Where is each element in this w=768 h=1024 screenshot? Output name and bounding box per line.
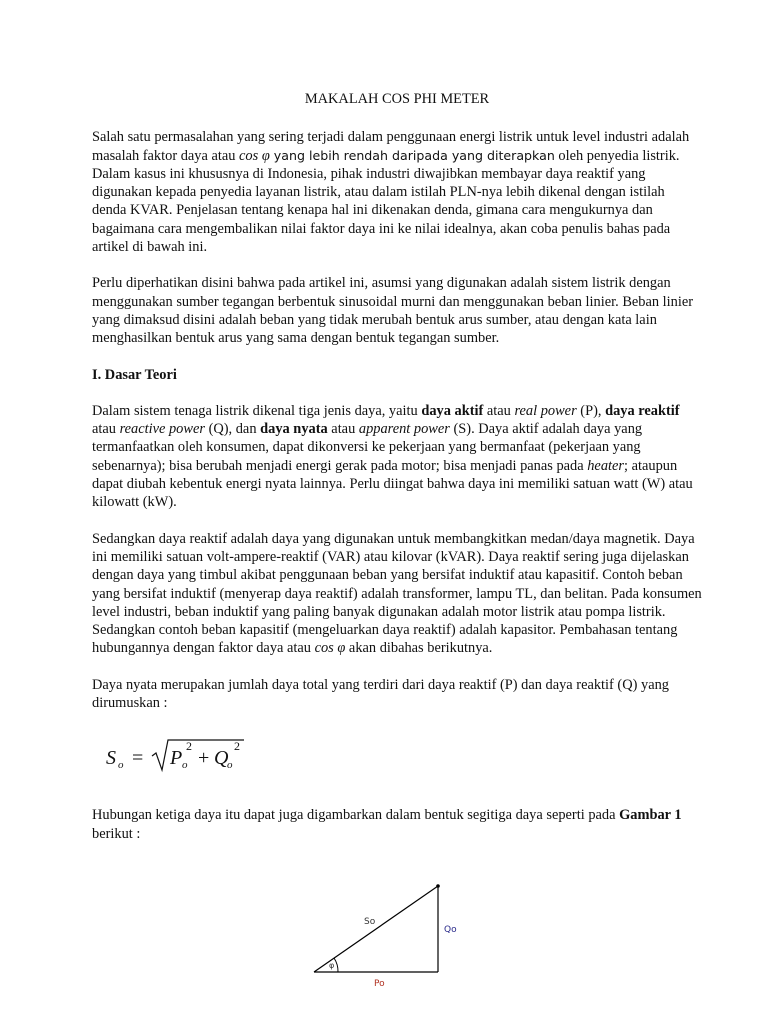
paragraph-reactive-power [92,530,702,658]
formula-s-sub: o [118,759,124,772]
formula-equals: = [132,747,144,770]
cos-phi-term: cos φ [314,640,346,657]
paragraph-apparent-power: Daya nyata merupakan jumlah daya total yang terdiri dari daya reaktif (P) dan daya reaktif (Q) yang dirumuskan : [92,676,669,712]
formula-q: Q [214,747,229,770]
text-run: atau [483,402,515,419]
term-daya-aktif: daya aktif [421,402,484,419]
figure-reference: Gambar 1 [619,807,682,824]
text-run: ; ataupun dapat diubah kebentuk energi nyata lainnya. Perlu diingat bahwa daya ini memiliki satuan watt (W) atau kilowatt (kW). [92,457,693,511]
text-run: (S). Daya aktif adalah daya yang termanfaatkan oleh konsumen, dapat dikonversi ke pekerjaan yang bermanfaat (pekerjaan yang sebenarnya); bisa berubah menjadi energi gerak pada motor; bisa menjadi panas pada [92,421,643,474]
formula-p: P [170,747,183,770]
angle-label: φ [329,961,335,970]
formula-p-sup: 2 [186,739,192,754]
document-content [92,90,702,861]
label-so: So [364,917,376,927]
paragraph-power-types [92,402,702,512]
text-run: oleh penyedia listrik. Dalam kasus ini khususnya di Indonesia, pihak industri diwajibkan membayar daya reaktif yang digunakan kepada penyedia layanan listrik, atau dalam istilah PLN-nya lebih dikenal dengan istilah denda KVAR. Penjelasan tentang kenapa hal ini dikenakan denda, gimana cara mengukurnya dan bagaimana cara mengembalikan nilai faktor daya ini ke nilai idealnya, akan coba penulis bahas pada artikel di bawah ini. [92,147,680,256]
term-heater: heater [587,457,624,474]
text-run: (Q), dan [204,421,261,438]
text-run: Dalam sistem tenaga listrik dikenal tiga jenis daya, yaitu [92,402,422,419]
term-daya-nyata: daya nyata [260,421,328,438]
text-run: atau [92,421,120,438]
text-run: berikut : [92,825,141,842]
cos-phi-term: cos φ [239,147,270,164]
term-daya-reaktif: daya reaktif [605,402,680,419]
term-real-power: real power [514,402,577,419]
page-title: MAKALAH COS PHI METER [304,91,490,107]
formula-plus: + [198,747,210,770]
label-qo: Qo [444,925,457,935]
figure-power-triangle [300,876,480,1001]
formula-apparent-power [106,734,702,778]
text-run: akan dibahas berikutnya. [345,640,493,657]
formula-svg [106,734,266,778]
formula-q-sup: 2 [234,739,240,754]
text-run: Salah satu permasalahan yang sering terjadi dalam penggunaan energi listrik untuk level industri adalah masalah faktor daya atau [92,129,690,164]
vertex-dot [436,884,440,888]
angle-arc [334,958,338,972]
label-po: Po [374,979,385,989]
paragraph-intro [92,128,702,256]
paragraph-power-triangle [92,806,702,843]
formula-s: S [106,747,116,770]
term-apparent-power: apparent power [358,421,450,438]
formula-q-sub: o [227,759,233,772]
term-reactive-power: reactive power [119,421,205,438]
text-run: Hubungan ketiga daya itu dapat juga digambarkan dalam bentuk segitiga daya seperti pada [92,807,620,824]
text-run: atau [327,421,359,438]
hypotenuse-so [314,886,438,972]
text-run-alt-font: yang lebih rendah daripada yang diterapkan [269,147,555,163]
text-run: (P), [576,402,606,419]
text-run: Sedangkan daya reaktif adalah daya yang digunakan untuk membangkitkan medan/daya magnetik. Daya ini memiliki satuan volt-ampere-reaktif (VAR) atau kilovar (kVAR). Daya reaktif sering juga dijelaskan dengan daya yang timbul akibat penggunaan beban yang bersifat induktif atau kapasitif. Contoh beban yang bersifat induktif (menyerap daya reaktif) adalah transformer, lampu TL, dan belitan. Pada konsumen level industri, beban induktif yang paling banyak digunakan adalah motor listrik atau pompa listrik. Sedangkan contoh beban kapasitif (mengeluarkan daya reaktif) adalah kapasitor. Pembahasan tentang hubungannya dengan faktor daya atau [92,530,702,657]
power-triangle-svg [300,876,480,996]
section-heading-dasar-teori: I. Dasar Teori [92,366,177,383]
paragraph-assumption: Perlu diperhatikan disini bahwa pada artikel ini, asumsi yang digunakan adalah sistem listrik dengan menggunakan sumber tegangan berbentuk sinusoidal murni dan menggunakan beban linier. Beban linier yang dimaksud disini adalah beban yang tidak merubah bentuk arus sumber, atau dengan kata lain menghasilkan bentuk arus yang sama dengan bentuk tegangan sumber. [92,275,694,347]
formula-p-sub: o [182,759,188,772]
